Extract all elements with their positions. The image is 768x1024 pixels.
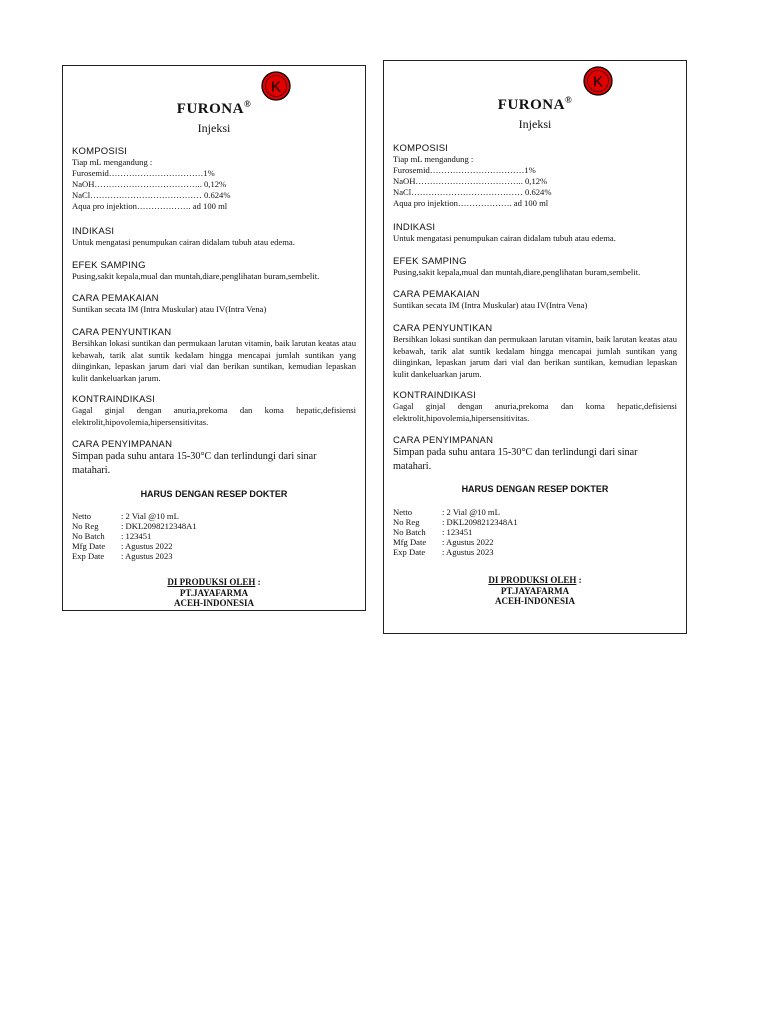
efek-samping-text: Pusing,sakit kepala,mual dan muntah,diare,penglihatan buram,sembelit. (393, 267, 641, 277)
prescription-warning: HARUS DENGAN RESEP DOKTER (461, 484, 609, 494)
info-row-no-reg: No Reg : DKL2098212348A1 (72, 521, 197, 531)
komposisi-section (72, 146, 356, 212)
kontraindikasi-text: Gagal ginjal dengan anuria,prekoma dan koma hepatic,defisiensi elektrolit,hipovolemia,hipersensitivitas. (393, 401, 677, 423)
indikasi-heading: INDIKASI (72, 226, 115, 237)
k-hard-drug-logo-icon (261, 71, 291, 101)
indikasi-text: Untuk mengatasi penumpukan cairan didalam tubuh atau edema. (72, 237, 295, 247)
komposisi-line: Tiap mL mengandung : (393, 154, 474, 164)
info-row-netto: Netto : 2 Vial @10 mL (72, 511, 179, 521)
info-row-mfg-date: Mfg Date : Agustus 2022 (72, 541, 173, 551)
kontraindikasi-section (393, 390, 677, 424)
company-location: ACEH-INDONESIA (494, 596, 575, 606)
komposisi-line: Tiap mL mengandung : (72, 157, 153, 167)
komposisi-heading: KOMPOSISI (393, 143, 449, 154)
info-row-mfg-date: Mfg Date : Agustus 2022 (393, 537, 494, 547)
komposisi-line: NaCl………………………………… 0.624% (72, 190, 231, 200)
info-row-exp-date: Exp Date : Agustus 2023 (393, 547, 494, 557)
komposisi-line: Furosemid……………………………1% (72, 168, 215, 178)
cara-penyuntikan-section (393, 323, 677, 380)
indikasi-section (393, 222, 677, 245)
prescription-warning: HARUS DENGAN RESEP DOKTER (140, 489, 288, 499)
medicine-label-right (383, 60, 687, 634)
cara-penyuntikan-section (72, 327, 356, 384)
cara-pemakaian-section (393, 289, 677, 312)
producer-heading: DI PRODUKSI OLEH : (167, 577, 261, 587)
cara-penyuntikan-text: Bersihkan lokasi suntikan dan permukaan larutan vitamin, baik larutan keatas atau kebawah, tarik alat suntik kedalam hingga mencapai jumlah suntikan yang diinginkan, lepaskan jarum dari vial dan berikan suntikan, kemudian lepaskan kulit dankeluarkan jarum. (72, 338, 356, 383)
kontraindikasi-heading: KONTRAINDIKASI (72, 394, 156, 405)
info-row-no-batch: No Batch : 123451 (72, 531, 152, 541)
indikasi-section (72, 226, 356, 249)
cara-pemakaian-heading: CARA PEMAKAIAN (393, 289, 480, 300)
efek-samping-heading: EFEK SAMPING (393, 256, 467, 267)
kontraindikasi-section (72, 394, 356, 428)
cara-penyuntikan-heading: CARA PENYUNTIKAN (393, 323, 493, 334)
svg-text:K: K (592, 73, 604, 91)
product-info (72, 511, 356, 561)
cara-pemakaian-section (72, 293, 356, 316)
efek-samping-heading: EFEK SAMPING (72, 260, 146, 271)
producer-block (393, 575, 677, 607)
company-name: PT.JAYAFARMA (179, 587, 249, 598)
info-row-netto: Netto : 2 Vial @10 mL (393, 507, 500, 517)
company-name: PT.JAYAFARMA (500, 585, 570, 596)
cara-penyimpanan-text: Simpan pada suhu antara 15-30°C dan terlindungi dari sinar matahari. (393, 447, 638, 472)
product-info (393, 507, 677, 557)
cara-penyimpanan-heading: CARA PENYIMPANAN (393, 435, 494, 446)
indikasi-heading: INDIKASI (393, 222, 436, 233)
efek-samping-section (72, 260, 356, 283)
brand-name: FURONA® (176, 99, 252, 117)
cara-penyimpanan-section (72, 439, 356, 477)
efek-samping-section (393, 256, 677, 279)
cara-penyuntikan-text: Bersihkan lokasi suntikan dan permukaan larutan vitamin, baik larutan keatas atau kebawah, tarik alat suntik kedalam hingga mencapai jumlah suntikan yang diinginkan, lepaskan jarum dari vial dan berikan suntikan, kemudian lepaskan kulit dankeluarkan jarum. (393, 334, 677, 379)
info-row-no-reg: No Reg : DKL2098212348A1 (393, 517, 518, 527)
cara-penyimpanan-text: Simpan pada suhu antara 15-30°C dan terlindungi dari sinar matahari. (72, 451, 317, 476)
company-location: ACEH-INDONESIA (173, 598, 254, 608)
indikasi-text: Untuk mengatasi penumpukan cairan didalam tubuh atau edema. (393, 233, 616, 243)
komposisi-line: NaCl………………………………… 0.624% (393, 187, 552, 197)
medicine-label-left (62, 65, 366, 611)
producer-heading: DI PRODUKSI OLEH : (488, 575, 582, 585)
cara-penyimpanan-heading: CARA PENYIMPANAN (72, 439, 173, 450)
kontraindikasi-text: Gagal ginjal dengan anuria,prekoma dan koma hepatic,defisiensi elektrolit,hipovolemia,hipersensitivitas. (72, 405, 356, 427)
info-row-exp-date: Exp Date : Agustus 2023 (72, 551, 173, 561)
komposisi-line: NaOH……………………………….. 0,12% (393, 176, 548, 186)
brand-name: FURONA® (497, 95, 573, 113)
komposisi-line: NaOH……………………………….. 0,12% (72, 179, 227, 189)
cara-pemakaian-text: Suntikan secata IM (Intra Muskular) atau IV(Intra Vena) (393, 300, 588, 310)
producer-block (72, 577, 356, 609)
komposisi-line: Furosemid……………………………1% (393, 165, 536, 175)
dosage-form: Injeksi (518, 117, 552, 131)
dosage-form: Injeksi (197, 121, 231, 135)
cara-pemakaian-text: Suntikan secata IM (Intra Muskular) atau IV(Intra Vena) (72, 304, 267, 314)
komposisi-section (393, 143, 677, 209)
cara-penyuntikan-heading: CARA PENYUNTIKAN (72, 327, 172, 338)
kontraindikasi-heading: KONTRAINDIKASI (393, 390, 477, 401)
k-hard-drug-logo-icon (583, 66, 613, 96)
cara-pemakaian-heading: CARA PEMAKAIAN (72, 293, 159, 304)
komposisi-line: Aqua pro injektion………………. ad 100 ml (393, 198, 549, 208)
efek-samping-text: Pusing,sakit kepala,mual dan muntah,diare,penglihatan buram,sembelit. (72, 271, 320, 281)
info-row-no-batch: No Batch : 123451 (393, 527, 473, 537)
komposisi-line: Aqua pro injektion………………. ad 100 ml (72, 201, 228, 211)
cara-penyimpanan-section (393, 435, 677, 473)
komposisi-heading: KOMPOSISI (72, 146, 128, 157)
svg-text:K: K (270, 78, 282, 96)
